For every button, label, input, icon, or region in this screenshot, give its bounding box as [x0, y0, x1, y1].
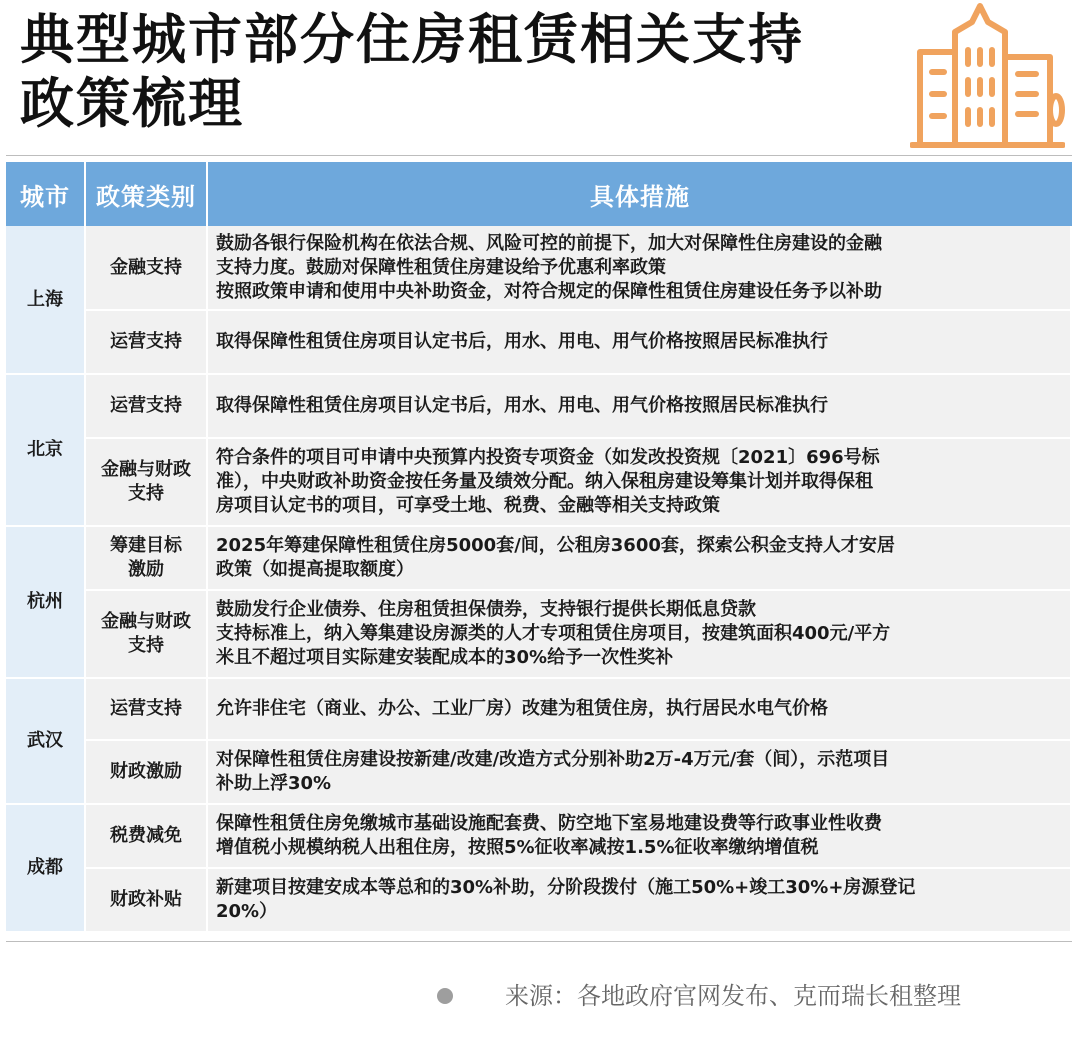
measure-line: 米且不超过项目实际建安装配成本的30%给予一次性奖补 — [216, 647, 674, 668]
measure-line: 取得保障性租赁住房项目认定书后，用水、用电、用气价格按照居民标准执行 — [216, 395, 828, 416]
table-row — [6, 226, 1072, 311]
category-line: 支持 — [128, 635, 164, 656]
header-category: 政策类别 — [86, 162, 208, 226]
measures-cell — [208, 679, 1072, 741]
category-line: 税费减免 — [110, 825, 182, 846]
measure-line: 支持标准上，纳入筹集建设房源类的人才专项租赁住房项目，按建筑面积400元/平方 — [216, 623, 891, 644]
top-divider — [6, 155, 1072, 156]
category-cell — [86, 869, 208, 933]
city-cell: 北京 — [6, 375, 86, 527]
table-row — [6, 527, 1072, 591]
measure-line: 增值税小规模纳税人出租住房，按照5%征收率减按1.5%征收率缴纳增值税 — [216, 837, 819, 858]
table-row — [6, 805, 1072, 869]
measure-line: 准），中央财政补助资金按任务量及绩效分配。纳入保租房建设筹集计划并取得保租 — [216, 471, 873, 492]
title-line-2: 政策梳理 — [20, 72, 244, 135]
measures-cell — [208, 226, 1072, 311]
category-line: 支持 — [128, 483, 164, 504]
bullet-icon — [437, 988, 453, 1004]
category-cell — [86, 375, 208, 439]
table-row — [6, 679, 1072, 741]
category-line: 运营支持 — [110, 331, 182, 352]
table-row — [6, 741, 1072, 805]
city-cell: 杭州 — [6, 527, 86, 679]
page-title — [20, 8, 900, 136]
measure-line: 政策（如提高提取额度） — [216, 559, 414, 580]
category-cell — [86, 226, 208, 311]
measures-cell — [208, 869, 1072, 933]
category-cell — [86, 679, 208, 741]
measure-line: 20%） — [216, 901, 278, 922]
measures-cell — [208, 805, 1072, 869]
table-row — [6, 439, 1072, 527]
table-row — [6, 869, 1072, 933]
category-cell — [86, 439, 208, 527]
category-line: 运营支持 — [110, 698, 182, 719]
measures-cell — [208, 439, 1072, 527]
measure-line: 取得保障性租赁住房项目认定书后，用水、用电、用气价格按照居民标准执行 — [216, 331, 828, 352]
measure-line: 鼓励各银行保险机构在依法合规、风险可控的前提下，加大对保障性住房建设的金融 — [216, 232, 882, 254]
building-icon — [910, 2, 1065, 150]
measure-line: 新建项目按建安成本等总和的30%补助，分阶段拨付（施工50%+竣工30%+房源登记 — [216, 877, 916, 898]
category-cell — [86, 591, 208, 679]
measures-cell — [208, 311, 1072, 375]
city-cell: 上海 — [6, 226, 86, 375]
measure-line: 2025年筹建保障性租赁住房5000套/间，公租房3600套，探索公积金支持人才安居 — [216, 535, 895, 556]
measure-line: 允许非住宅（商业、办公、工业厂房）改建为租赁住房，执行居民水电气价格 — [216, 698, 828, 719]
measure-line: 按照政策申请和使用中央补助资金，对符合规定的保障性租赁住房建设任务予以补助 — [216, 280, 882, 302]
header-measures: 具体措施 — [208, 162, 1072, 226]
measure-line: 对保障性租赁住房建设按新建/改建/改造方式分别补助2万-4万元/套（间），示范项目 — [216, 749, 890, 770]
measure-line: 保障性租赁住房免缴城市基础设施配套费、防空地下室易地建设费等行政事业性收费 — [216, 813, 882, 834]
measures-cell — [208, 741, 1072, 805]
category-line: 金融与财政 — [101, 611, 191, 632]
measures-cell — [208, 375, 1072, 439]
table-row — [6, 591, 1072, 679]
table-header-row — [6, 162, 1072, 226]
bottom-divider — [6, 941, 1072, 942]
category-cell — [86, 527, 208, 591]
category-cell — [86, 741, 208, 805]
category-cell — [86, 805, 208, 869]
category-line: 金融与财政 — [101, 459, 191, 480]
source-note: 来源：各地政府官网发布、克而瑞长租整理 — [505, 982, 961, 1010]
category-line: 筹建目标 — [110, 535, 182, 556]
title-line-1: 典型城市部分住房租赁相关支持 — [20, 8, 804, 71]
table-row — [6, 311, 1072, 375]
measure-line: 鼓励发行企业债券、住房租赁担保债券，支持银行提供长期低息贷款 — [216, 599, 756, 620]
measure-line: 补助上浮30% — [216, 773, 332, 794]
header-city: 城市 — [6, 162, 86, 226]
measure-line: 房项目认定书的项目，可享受土地、税费、金融等相关支持政策 — [216, 495, 720, 516]
measures-cell — [208, 527, 1072, 591]
measure-line: 支持力度。鼓励对保障性租赁住房建设给予优惠利率政策 — [216, 256, 666, 278]
policy-table — [6, 162, 1072, 933]
category-line: 金融支持 — [110, 256, 182, 278]
category-line: 激励 — [128, 559, 164, 580]
table-row — [6, 375, 1072, 439]
category-line: 财政补贴 — [110, 889, 182, 910]
category-cell — [86, 311, 208, 375]
city-cell: 成都 — [6, 805, 86, 933]
category-line: 财政激励 — [110, 761, 182, 782]
measure-line: 符合条件的项目可申请中央预算内投资专项资金（如发改投资规〔2021〕696号标 — [216, 447, 880, 468]
measures-cell — [208, 591, 1072, 679]
category-line: 运营支持 — [110, 395, 182, 416]
city-cell: 武汉 — [6, 679, 86, 805]
